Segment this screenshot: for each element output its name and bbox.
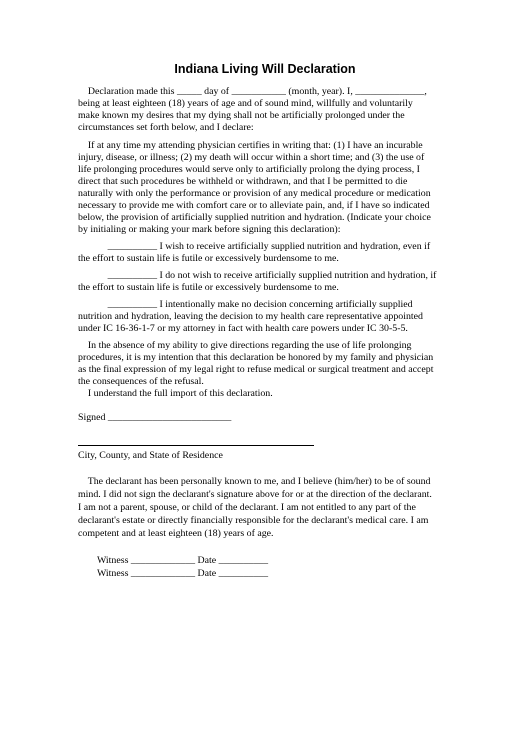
- body-line: make known my desires that my dying shall not be artificially prolonged under the: [78, 110, 405, 121]
- body-line: by initialing or making your mark before signing this declaration):: [78, 224, 341, 235]
- body-line: as the final expression of my legal right to refuse medical or surgical treatment and accept: [78, 364, 434, 375]
- body-line: injury, disease, or illness; (2) my death will occur within a short time; and (3) the use of: [78, 152, 425, 163]
- witness-paragraph-line: mind. I did not sign the declarant's signature above for or at the direction of the declarant.: [78, 489, 432, 500]
- witness-paragraph-line: competent and at least eighteen (18) years of age.: [78, 528, 274, 539]
- body-line: life prolonging procedures would serve only to artificially prolong the dying process, I: [78, 164, 420, 175]
- body-line: necessary to provide me with comfort care or to alleviate pain, and, if I have so indicated: [78, 200, 430, 211]
- choice-line: __________ I do not wish to receive artificially supplied nutrition and hydration, if: [78, 270, 437, 281]
- body-line: procedures, it is my intention that this declaration be honored by my family and physician: [78, 352, 434, 363]
- body-line: being at least eighteen (18) years of age and of sound mind, willfully and voluntarily: [78, 98, 413, 109]
- body-line: nutrition and hydration, leaving the decision to my health care representative appointed: [78, 311, 423, 322]
- body-line: naturally with only the performance or provision of any medical procedure or medication: [78, 188, 431, 199]
- body-line: Declaration made this _____ day of ___________ (month, year). I, ______________,: [78, 86, 427, 97]
- body-line: the consequences of the refusal.: [78, 376, 204, 387]
- residence-label: City, County, and State of Residence: [78, 450, 223, 461]
- body-line: the effort to sustain life is futile or excessively burdensome to me.: [78, 282, 339, 293]
- witness-paragraph-line: I am not a parent, spouse, or child of the declarant. I am not entitled to any part of the: [78, 502, 416, 513]
- body-line: In the absence of my ability to give directions regarding the use of life prolonging: [78, 340, 412, 351]
- witness-paragraph-line: The declarant has been personally known to me, and I believe (him/her) to be of sound: [78, 476, 431, 487]
- choice-line: __________ I intentionally make no decision concerning artificially supplied: [78, 299, 413, 310]
- document-title: Indiana Living Will Declaration: [174, 62, 356, 76]
- signature-field[interactable]: Signed _________________________: [78, 412, 232, 423]
- body-line: below, the provision of artificially supplied nutrition and hydration. (Indicate your choice: [78, 212, 431, 223]
- choice-line: __________ I wish to receive artificially supplied nutrition and hydration, even if: [78, 241, 431, 252]
- body-line: circumstances set forth below, and I declare:: [78, 122, 254, 133]
- witness-paragraph-line: declarant's estate or directly financially responsible for the declarant's medical care. I am: [78, 515, 429, 526]
- body-line: If at any time my attending physician certifies in writing that: (1) I have an incurable: [78, 140, 423, 151]
- body-line: the effort to sustain life is futile or excessively burdensome to me.: [78, 253, 339, 264]
- body-line: under IC 16-36-1-7 or my attorney in fact with health care powers under IC 30-5-5.: [78, 323, 408, 334]
- body-line: direct that such procedures be withheld or withdrawn, and that I be permitted to die: [78, 176, 408, 187]
- witness-line-2[interactable]: Witness _____________ Date __________: [97, 568, 269, 579]
- witness-line-1[interactable]: Witness _____________ Date __________: [97, 555, 269, 566]
- body-line: I understand the full import of this declaration.: [78, 388, 273, 399]
- residence-rule[interactable]: [78, 445, 314, 446]
